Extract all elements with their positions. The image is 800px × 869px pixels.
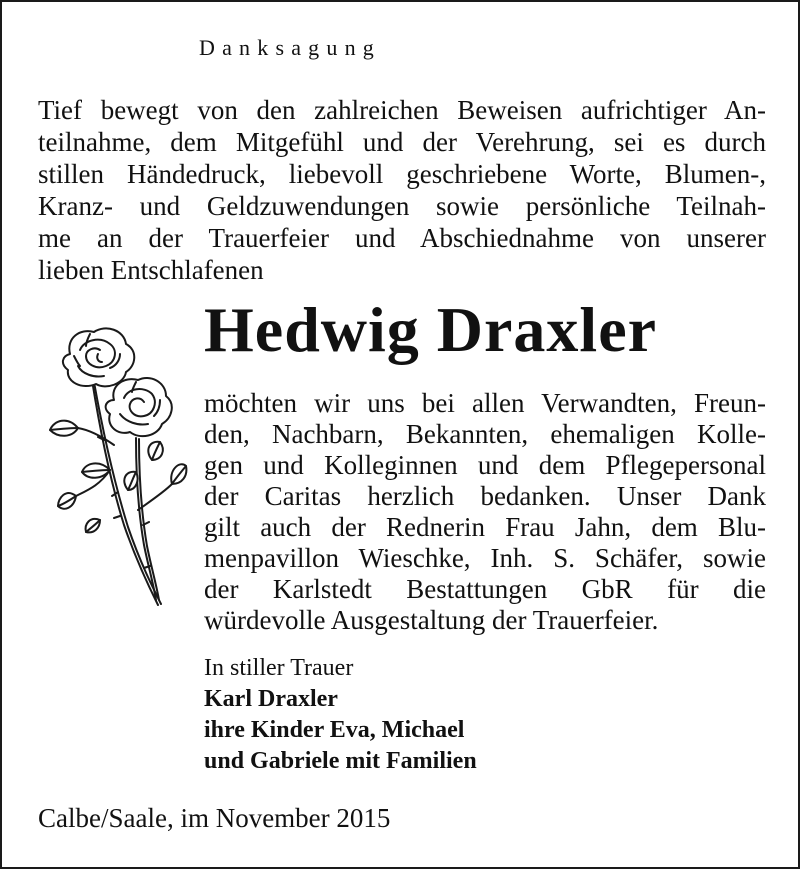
thanks-line: der Caritas herzlich bedanken. Unser Dank	[204, 481, 766, 511]
rose-illustration-icon	[40, 320, 188, 610]
intro-line: Tief bewegt von den zahlreichen Beweisen aufrichtiger An-	[38, 95, 766, 125]
intro-paragraph	[38, 94, 766, 286]
signoff-block	[204, 653, 477, 777]
thanks-line: gen und Kolleginnen und dem Pflegepersonal	[204, 450, 766, 480]
mourner-name: ihre Kinder Eva, Michael	[204, 717, 465, 743]
mourner-name: Karl Draxler	[204, 686, 338, 712]
thanks-line: möchten wir uns bei allen Verwandten, Freun-	[204, 388, 766, 418]
deceased-name: Hedwig Draxler	[204, 294, 657, 365]
thanks-line: würdevolle Ausgestaltung der Trauerfeier.	[204, 605, 659, 635]
thanks-line: der Karlstedt Bestattungen GbR für die	[204, 574, 766, 604]
place-and-date: Calbe/Saale, im November 2015	[38, 803, 391, 833]
intro-line: me an der Trauerfeier und Abschiednahme von unserer	[38, 223, 766, 253]
thanks-line: menpavillon Wieschke, Inh. S. Schäfer, sowie	[204, 543, 766, 573]
thanks-line: gilt auch der Rednerin Frau Jahn, dem Blu-	[204, 512, 766, 542]
intro-line: stillen Händedruck, liebevoll geschriebene Worte, Blumen-,	[38, 159, 766, 189]
thanks-line: den, Nachbarn, Bekannten, ehemaligen Kolle-	[204, 419, 766, 449]
intro-line: teilnahme, dem Mitgefühl und der Verehrung, sei es durch	[38, 127, 766, 157]
thanks-paragraph	[204, 388, 766, 636]
notice-heading: Danksagung	[199, 35, 381, 60]
intro-line: Kranz- und Geldzuwendungen sowie persönliche Teilnah-	[38, 191, 766, 221]
signoff-intro: In stiller Trauer	[204, 655, 354, 681]
mourner-name: und Gabriele mit Familien	[204, 748, 477, 774]
intro-line: lieben Entschlafenen	[38, 255, 264, 285]
